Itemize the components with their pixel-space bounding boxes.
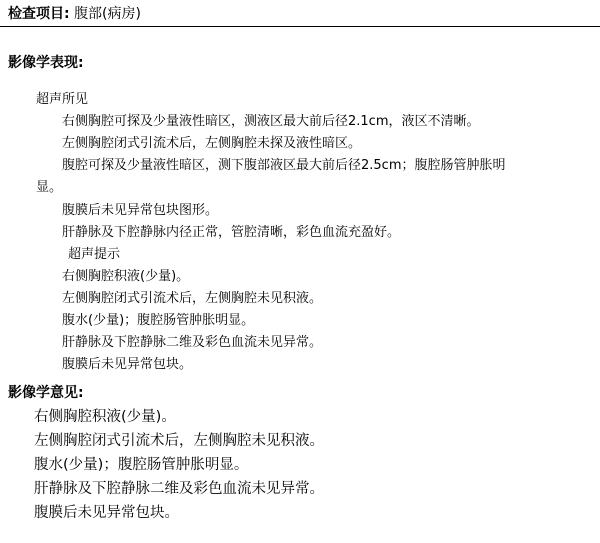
findings-heading: 影像学表现: [8, 55, 84, 71]
tip-line: 腹膜后未见异常包块。 [62, 357, 193, 372]
finding-line: 左侧胸腔闭式引流术后，左侧胸腔未探及液性暗区。 [62, 136, 362, 151]
tip-line: 腹水(少量)；腹腔肠管肿胀明显。 [62, 313, 255, 328]
impression-heading: 影像学意见: [8, 385, 84, 401]
impression-line: 腹膜后未见异常包块。 [34, 505, 179, 521]
exam-item-row [8, 3, 141, 23]
finding-line: 显。 [36, 180, 63, 195]
impression-line: 左侧胸腔闭式引流术后，左侧胸腔未见积液。 [34, 433, 324, 449]
finding-line: 肝静脉及下腔静脉内径正常，管腔清晰，彩色血流充盈好。 [62, 225, 401, 240]
impression-line: 腹水(少量)；腹腔肠管肿胀明显。 [34, 457, 249, 473]
impression-line: 肝静脉及下腔静脉二维及彩色血流未见异常。 [34, 481, 324, 497]
tip-line: 右侧胸腔积液(少量)。 [62, 269, 190, 284]
finding-line: 右侧胸腔可探及少量液性暗区，测液区最大前后径2.1cm，液区不清晰。 [62, 114, 480, 129]
ultrasound-findings-title: 超声所见 [36, 92, 89, 107]
impression-line: 右侧胸腔积液(少量)。 [34, 409, 176, 425]
exam-item-label: 检查项目: [8, 6, 70, 22]
header-divider [0, 26, 600, 27]
tip-line: 肝静脉及下腔静脉二维及彩色血流未见异常。 [62, 335, 323, 350]
exam-item-value: 腹部(病房) [74, 6, 141, 22]
finding-line: 腹膜后未见异常包块图形。 [62, 203, 219, 218]
finding-line: 腹腔可探及少量液性暗区，测下腹部液区最大前后径2.5cm；腹腔肠管肿胀明 [62, 158, 506, 173]
tip-line: 左侧胸腔闭式引流术后，左侧胸腔未见积液。 [62, 291, 323, 306]
ultrasound-tips-title: 超声提示 [68, 247, 121, 262]
